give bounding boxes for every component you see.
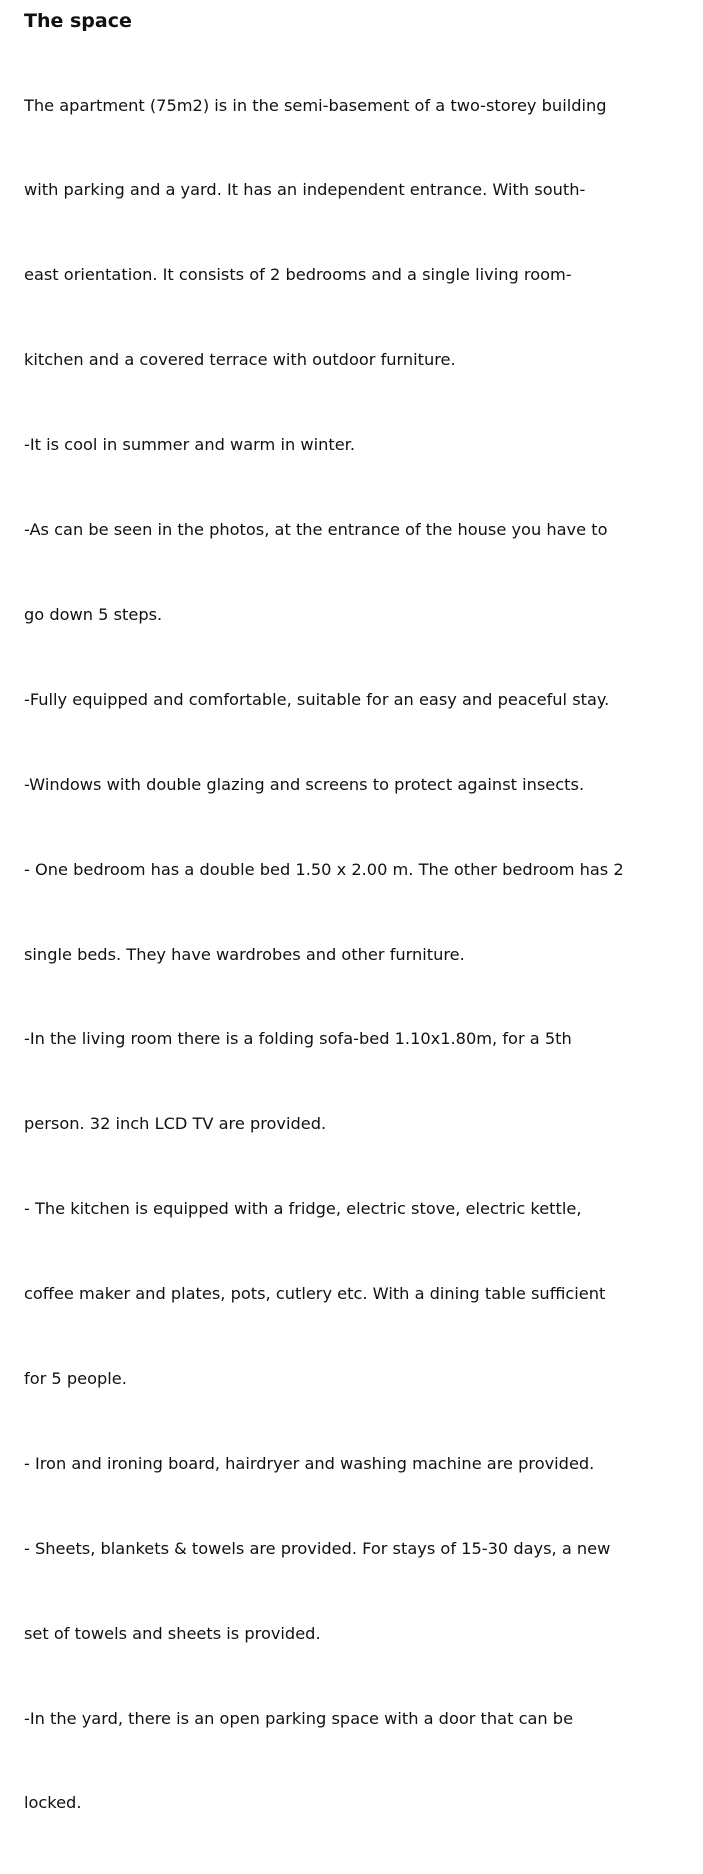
body-line: go down 5 steps. bbox=[24, 604, 163, 624]
body-line: -In the yard, there is an open parking space with a door that can be bbox=[24, 1708, 574, 1728]
description-section bbox=[24, 8, 696, 1874]
body-line: - Sheets, blankets & towels are provided. For stays of 15-30 days, a new bbox=[24, 1538, 611, 1558]
body-line: person. 32 inch LCD TV are provided. bbox=[24, 1114, 327, 1134]
body-line: -As can be seen in the photos, at the entrance of the house you have to bbox=[24, 520, 608, 540]
body-line: set of towels and sheets is provided. bbox=[24, 1623, 321, 1643]
body-line: -Fully equipped and comfortable, suitable for an easy and peaceful stay. bbox=[24, 689, 610, 709]
body-line: kitchen and a covered terrace with outdoor furniture. bbox=[24, 350, 456, 370]
body-line: coffee maker and plates, pots, cutlery etc. With a dining table sufficient bbox=[24, 1284, 606, 1304]
section-body bbox=[24, 35, 696, 1874]
body-line: for 5 people. bbox=[24, 1368, 127, 1388]
body-line: -In the living room there is a folding sofa-bed 1.10x1.80m, for a 5th bbox=[24, 1029, 572, 1049]
body-line: The apartment (75m2) is in the semi-basement of a two-storey building bbox=[24, 95, 607, 115]
body-line: single beds. They have wardrobes and other furniture. bbox=[24, 944, 465, 964]
body-line: - Iron and ironing board, hairdryer and washing machine are provided. bbox=[24, 1453, 595, 1473]
body-line: - The kitchen is equipped with a fridge, electric stove, electric kettle, bbox=[24, 1199, 582, 1219]
body-line: -Windows with double glazing and screens to protect against insects. bbox=[24, 774, 585, 794]
body-line: east orientation. It consists of 2 bedrooms and a single living room- bbox=[24, 265, 572, 285]
body-line: - One bedroom has a double bed 1.50 x 2.00 m. The other bedroom has 2 bbox=[24, 859, 624, 879]
body-line: -It is cool in summer and warm in winter. bbox=[24, 435, 355, 455]
section-title: The space bbox=[24, 10, 132, 32]
body-line: with parking and a yard. It has an independent entrance. With south- bbox=[24, 180, 586, 200]
body-line: locked. bbox=[24, 1793, 82, 1813]
